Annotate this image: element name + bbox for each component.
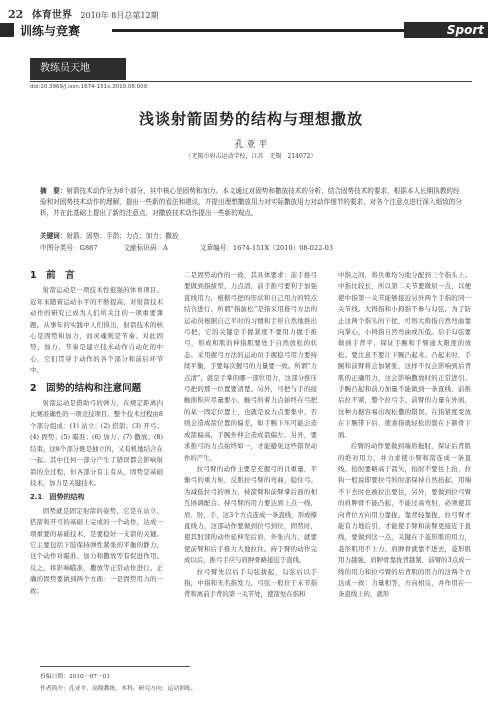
- doc-code: 文献标识码：A: [123, 244, 168, 252]
- column-2: [184, 270, 317, 601]
- author-name: 孔 亚 平: [234, 140, 268, 150]
- category-rule: [30, 81, 472, 82]
- subsection-heading: 2.1 固势的结构: [30, 493, 85, 502]
- category-tab: 教练员天地: [30, 58, 126, 80]
- column-3: [338, 270, 471, 601]
- paragraph: 中指之间，将负重均匀地分配到三个指头上。中指比较长，所以第二关节要微屈一点，以便使中指第一关节能够接近另外两个手指的同一关节线。大拇指和小拇指不参与勾弦。为了防止这两个指头的干扰，可将大拇指自然弯曲靠向掌心，小拇指自然弯曲或压低。后手勾弦要做到手背平，保证手腕和手臂通大限度的放松。要注意不要让下腕凸起来。凸起来时，手腕和前臂将会加紧张，这样不仅会影响到后背肌的正确用力，这会影响撒放时的正常进引。手腕凸起和前力加量不能做到一条直线，前推后拉不紧，整个拉弓手、前臂的力量在外面，这种力据容易出现松撒的错误。在指紧度变放在下腕带下后，使食指就轻松的靠在下颌骨下面。: [338, 271, 471, 439]
- classification-line: [40, 243, 464, 254]
- keywords-line: [40, 231, 178, 242]
- paragraph: 射箭运动是借助弓的弹力，在规定距离内比赛准确性的一项竞技项目。整个技术过程由8个部分组成：(1) 站立；(2) 搭箭；(3) 开弓；(4) 固势；(5) 瞄准；(6) 加力；(7) 撒放；(8) 结束。这8个部分既是独立的，又有机地结合在一起。其中任何一部分产生了错误都会影响射箭的全过程，但各部分有主有从，固势是基础技术，加力是关键技术。: [30, 399, 163, 487]
- running-header: [8, 6, 159, 21]
- footnote-rule: [40, 666, 190, 667]
- paragraph: 固势就是固定射箭的姿势，它是在站立、搭箭和开弓的基础上完成的一个动作，达成一项重要的基础技术，是要稳好一支箭的关键。它主要包括下肢保持弹性紧张的平衡的静力，这个动作对瞄准、加力和撒放等有促进作用。反之，将影响瞄准、撒放等正常动作进行。正确的固势要做到两个方面：一是固势用力的一致；: [30, 506, 163, 595]
- paragraph: 二是固势动作的一致，其具体要求：前手推弓要做到指拔型、力点清，前手推弓要利于加强直线用力，根据弓把的形状和自己用力的特点结合进行。所谓“指拔松”是指采用推弓方法的运动员根据自己平时的习惯和手形自然地推出弓把，它的关键是手握紧度不要用力握手推弓，形成和肌的伸指肌要处于自然放松的状态。采用握弓方法的运动员手握稳弓用力要持续平衡，手要每次握弓的力量要一致。所谓“力点清”，就是手掌的哪一部位用力，这部分推压弓把的那一位置要清楚。另外，弓把与手的接触面积应尽量要小，触弓的着力点始终在弓把的某一固定位置上，也就是说力点要集中，否则会造成箭位置的偏差，如手腕下压可能会造成箭偏高，手腕外伸会造成箭偏左。另外，要求推弓的力点始终如一，才能避免这些错误动作的产生。: [184, 271, 317, 462]
- author-bio: 作者简介：孔亚平，高级教练，本科。研究方向：运动训练。: [40, 686, 197, 692]
- section-band: [0, 20, 502, 42]
- article-number: 文章编号：1674-151X（2010）08-022-03: [199, 244, 334, 252]
- section-heading-2: 2 固势的结构和注意问题: [30, 382, 142, 394]
- paragraph: 后臂的动作要做到端肩拖肘，保证后背肌的绝对用力，并力求使小臂和箭连成一条直线，抬肘要略高于箭矢，抬肘不要往上抬，拉钩一般说即要拉弓的肘部保持自然抬起，用端不下去时也被拉出要往，另外，要做到拉弓臂的肩胛骨不能凸起，不能过高弯肘，必须使其向背位方向用力靠拢。靠背轻靠拢，拉弓臂才能有力地后引，才能使手臂和前臂更接近于直线，要做到这一点，关键在于菱形肌的用力，菱形肌用不上力，肩胛骨就靠不进去，菱形肌用力越强，肩胛骨靠拢背越紧，前臂的3点成一线的用力和拉弓臂的后背肌的用力的这两个方达成一致：力量相等，方向相反，并作用在一条直线上的，就形: [338, 442, 471, 599]
- keywords-label: 关键词：: [40, 232, 67, 240]
- paragraph: 拉弓臂先以后手勾弦拔起，勾弦后以手指，中指和无名指发力，弓弦一般位于末节指背和离前手背的第一关节处，使箭处在指和: [184, 567, 317, 599]
- article-title: 浅谈射箭固势的结构与理想撒放: [138, 110, 363, 128]
- band-rule: [112, 29, 408, 32]
- page-number: 22: [8, 8, 24, 21]
- column-1: [30, 270, 163, 597]
- abstract-label: 摘 要：: [40, 187, 67, 195]
- author-affiliation: （无锡市射击运动学校，江苏 无锡 214072）: [185, 153, 317, 160]
- clc-code: 中图分类号：G887: [40, 244, 98, 252]
- paragraph: 拉弓臂的动作主要是充握弓的且重量，平衡弓的重力矩，反肌拉弓臂的弯曲，稳住弓。为减低拉弓的弹力，持箭臂和前臂掌后面的相互协调配合。持弓臂的用力要达到上点一线，肩、肘、手，这3个方点连成一条直线，形成撑直线力，这部动作要做到拉弓到位，固势时，使其肘部的动作延伸至后肩，外张内力，就要使前臂和后手推力大地拉住。持于臂的动作完成以后，推弓手应与肩胛骨略接近于直线。: [184, 464, 317, 565]
- abstract-text: 射箭技术动作分为8个部分，其中核心是固势和加力。本文通过对固势和撒放技术的分析，结合固势技术的要求，根据本人长期执教的经验和对固势技术动作的理解，提出一些新的看法和建议，并提出理想撒放用力对实际撒放用力对动作细节的要求，对各个注意点进行深入细致的分析，并在此基础上提出了新的注意点，对撒放技术动作提出一些新的观点。: [40, 187, 462, 218]
- doi-label: doi:10.3969/j.issn.1674-151x.2010.08.009: [30, 84, 148, 90]
- section-title: 训练与竞赛: [20, 24, 81, 38]
- band-marker: [0, 23, 14, 37]
- received-date: 投稿日期：2010－07－01: [40, 674, 111, 680]
- abstract: [40, 186, 464, 220]
- issue-label: 2010年 8月总第12期: [80, 11, 159, 20]
- section-heading-1: 1 前 言: [30, 270, 75, 281]
- keywords-text: 射箭；固势；手指；力点；加力；撒放: [66, 232, 179, 240]
- journal-logo: 体育世界: [31, 10, 72, 21]
- sport-label: Sport: [404, 22, 488, 38]
- paragraph: 射箭运动是一项技术性很强的体育项目。近年来随着运动水平的不断提高，对射箭技术动作的研究已成为人们所关注的一项重要课题。从事年的实践中人们得出，射箭技术的核心是固势和加力，而灵魂则是节奏。对此固势、加力、节奏是建立技术动作自动化的中心，它们贯穿于动作的各个部分和前后环节中。: [30, 286, 163, 375]
